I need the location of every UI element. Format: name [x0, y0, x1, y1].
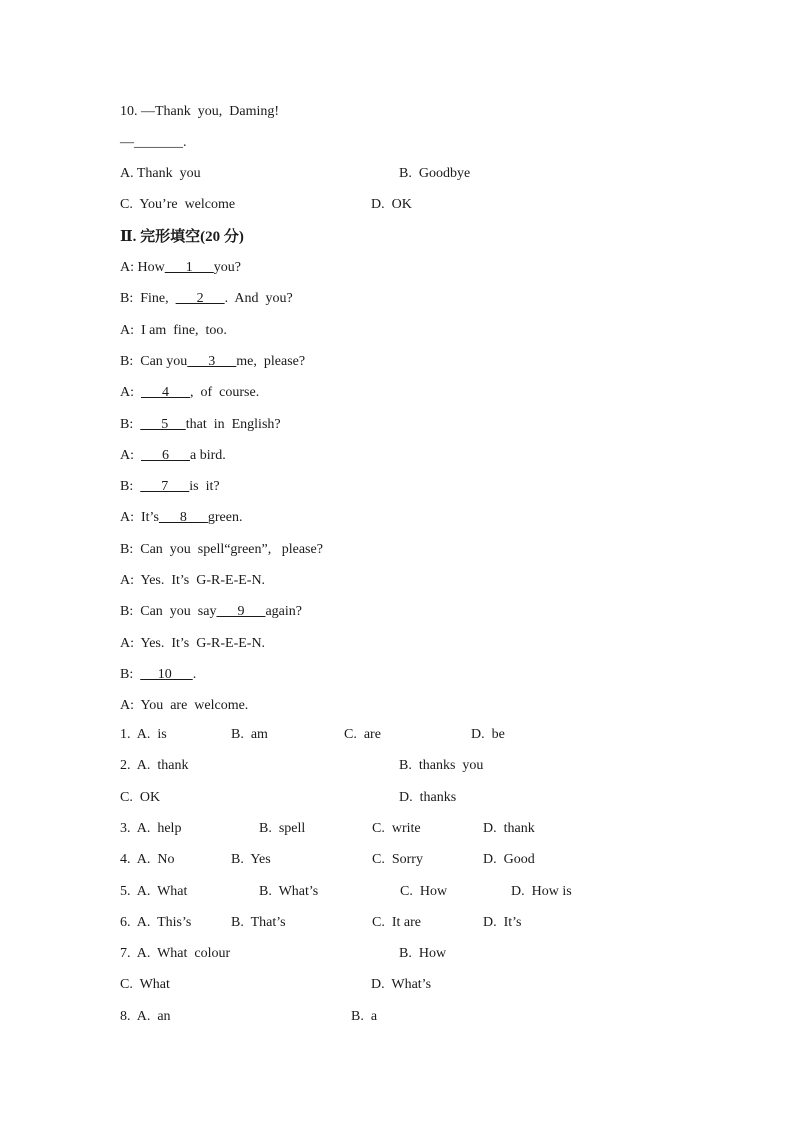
dialogue-line	[120, 416, 281, 434]
dialogue-text: B: Can you	[120, 354, 188, 369]
dialogue-line	[120, 509, 242, 527]
dialogue-text: A:	[120, 448, 141, 463]
answer-option: C. write	[372, 821, 421, 836]
answer-option: 7. A. What colour	[120, 946, 231, 961]
blank-2: 2	[175, 291, 225, 306]
answer-option: 3. A. help	[120, 821, 182, 836]
answer-option: B. That’s	[231, 915, 286, 930]
blank-1: 1	[164, 260, 214, 275]
answer-option: C. It are	[372, 915, 421, 930]
question-10-answer-line	[120, 134, 187, 152]
q10-option-c: C. You’re welcome	[120, 197, 236, 212]
dialogue-text: A: Yes. It’s G-R-E-E-N.	[120, 573, 266, 588]
answer-option: B. thanks you	[399, 758, 484, 773]
answer-option: 5. A. What	[120, 884, 188, 899]
answer-option: B. a	[351, 1009, 378, 1024]
answer-option: D. What’s	[371, 977, 432, 992]
dialogue-line	[120, 384, 259, 402]
blank-8: 7	[140, 479, 190, 494]
dialogue-text: B: Fine,	[120, 291, 176, 306]
dialogue-text: B: Can you say	[120, 604, 217, 619]
dialogue-text: . And you?	[224, 291, 293, 306]
answer-option: B. What’s	[259, 884, 319, 899]
answer-option: D. Good	[483, 852, 535, 867]
dialogue-line	[120, 603, 302, 621]
blank-7: 6	[141, 448, 190, 463]
dialogue-line	[120, 259, 241, 277]
answer-option: D. be	[471, 727, 505, 742]
blank-12: 9	[216, 604, 266, 619]
answer-option: C. What	[120, 977, 170, 992]
answer-option: C. How	[400, 884, 448, 899]
dialogue-line	[120, 478, 220, 496]
blank-14: 10	[140, 667, 193, 682]
dialogue-text: B:	[120, 667, 141, 682]
dialogue-line	[120, 666, 196, 684]
dialogue-text: is it?	[189, 479, 220, 494]
q10-option-b: B. Goodbye	[399, 166, 471, 181]
q10-option-d: D. OK	[371, 197, 412, 212]
answer-option: D. thanks	[399, 790, 457, 805]
dialogue-text: B:	[120, 417, 141, 432]
dialogue-text: A:	[120, 385, 141, 400]
answer-option: 1. A. is	[120, 727, 167, 742]
blank-6: 5	[140, 417, 186, 432]
dialogue-line	[120, 697, 248, 715]
answer-option: C. Sorry	[372, 852, 423, 867]
answer-option: B. Yes	[231, 852, 271, 867]
dialogue-text: you?	[213, 260, 241, 275]
answer-option: B. am	[231, 727, 268, 742]
dialogue-text: A: You are welcome.	[120, 698, 249, 713]
dialogue-text: me, please?	[236, 354, 306, 369]
answer-option: 8. A. an	[120, 1009, 171, 1024]
dialogue-line	[120, 572, 265, 590]
dialogue-line	[120, 635, 265, 653]
question-10-prompt: 10. —Thank you, Daming!	[120, 104, 280, 119]
answer-option: B. How	[399, 946, 447, 961]
blank-5: 4	[141, 385, 190, 400]
answer-option: C. are	[344, 727, 381, 742]
answer-blank: _______	[134, 135, 183, 150]
answer-option: D. It’s	[483, 915, 522, 930]
dialogue-text: A: Yes. It’s G-R-E-E-N.	[120, 636, 266, 651]
dialogue-text: A: It’s	[120, 510, 159, 525]
answer-dash: —	[120, 135, 134, 150]
answer-option: D. thank	[483, 821, 535, 836]
blank-4: 3	[187, 354, 237, 369]
dialogue-text: green.	[207, 510, 243, 525]
dialogue-text: again?	[265, 604, 302, 619]
dialogue-line	[120, 541, 323, 559]
answer-option: D. How is	[511, 884, 572, 899]
dialogue-text: , of course.	[190, 385, 260, 400]
answer-option: 2. A. thank	[120, 758, 189, 773]
dialogue-text: a bird.	[190, 448, 226, 463]
dialogue-text: B: Can you spell“green”, please?	[120, 542, 323, 557]
answer-period: .	[183, 135, 187, 150]
q10-option-a: A. Thank you	[120, 166, 201, 181]
dialogue-text: B:	[120, 479, 141, 494]
blank-9: 8	[158, 510, 208, 525]
dialogue-text: A: I am fine, too.	[120, 323, 227, 338]
answer-option: 6. A. This’s	[120, 915, 192, 930]
dialogue-line	[120, 447, 226, 465]
dialogue-line	[120, 290, 293, 308]
dialogue-text: that in English?	[185, 417, 281, 432]
dialogue-text: A: How	[120, 260, 165, 275]
section-title: Ⅱ. 完形填空(20 分)	[120, 229, 244, 245]
dialogue-line	[120, 322, 227, 340]
answer-option: C. OK	[120, 790, 161, 805]
answer-option: B. spell	[259, 821, 306, 836]
dialogue-text: .	[192, 667, 197, 682]
answer-option: 4. A. No	[120, 852, 175, 867]
dialogue-line	[120, 353, 305, 371]
